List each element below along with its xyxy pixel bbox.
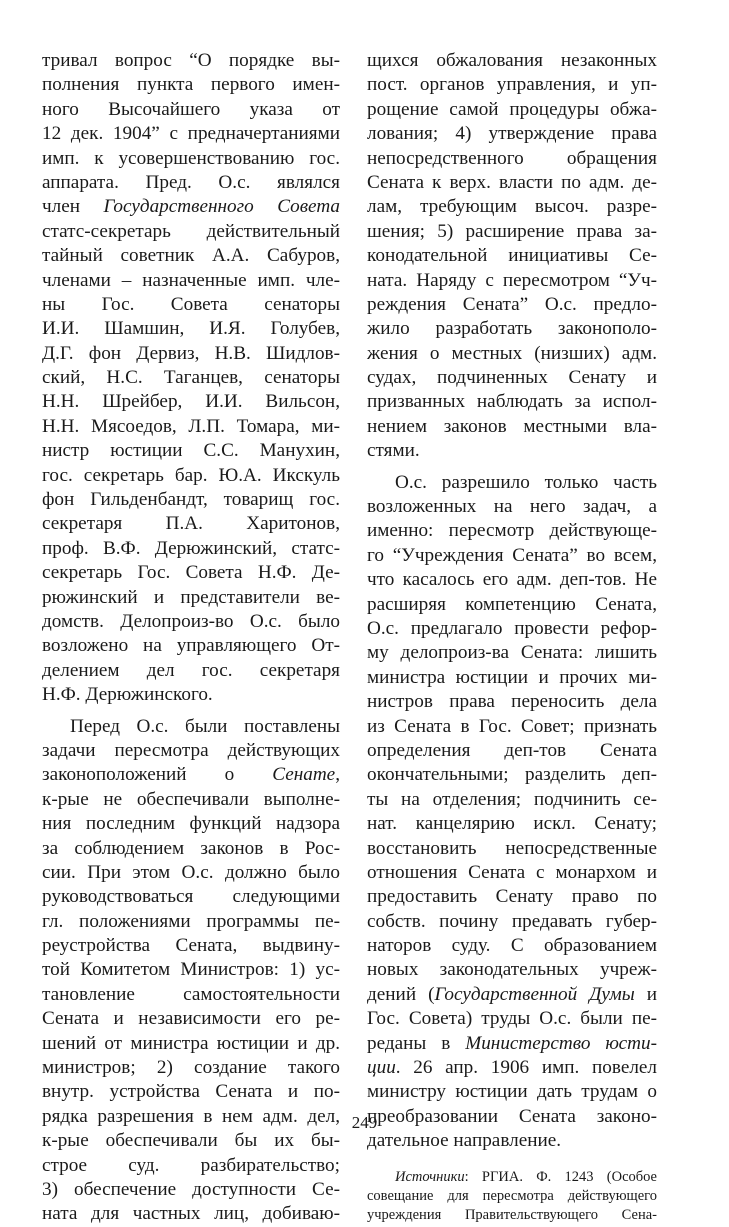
text-line: рядка разрешения в нем адм. дел, bbox=[42, 1105, 340, 1127]
text-line: нением законов местными вла- bbox=[367, 415, 657, 437]
text-line: нистр юстиции С.С. Манухин, bbox=[42, 440, 340, 462]
text-line: возложенных на него задач, а bbox=[367, 496, 657, 518]
text-line: реданы в Министерство юсти- bbox=[367, 1032, 657, 1054]
text-line: реждения Сената” О.с. предло- bbox=[367, 293, 657, 315]
text-line: ны Гос. Совета сенаторы bbox=[42, 293, 340, 315]
text-line: домств. Делопроиз-во О.с. было bbox=[42, 610, 340, 632]
text-line: тановление самостоятельности bbox=[42, 983, 340, 1005]
italic-term: Сенате bbox=[272, 764, 336, 786]
text-line: совещание для пересмотра действующего bbox=[367, 1187, 657, 1204]
italic-term: Государственного Совета bbox=[103, 196, 340, 218]
italic-term: Министерство юсти- bbox=[465, 1032, 657, 1054]
text-line: жения о местных (низших) адм. bbox=[367, 342, 657, 364]
text-line: отношения Сената с монархом и bbox=[367, 861, 657, 883]
text-line: конодательной инициативы Се- bbox=[367, 245, 657, 267]
text-line: министру юстиции дать трудам о bbox=[367, 1081, 657, 1103]
text-line: секретарь Гос. Совета Н.Ф. Де- bbox=[42, 562, 340, 584]
text-line: Перед О.с. были поставлены bbox=[70, 715, 340, 737]
text-line: руководствоваться следующими bbox=[42, 886, 340, 908]
text-line: наторов суду. С образованием bbox=[367, 935, 657, 957]
sources-note bbox=[367, 1168, 657, 1225]
text-line: 3) обеспечение доступности Се- bbox=[42, 1178, 340, 1200]
text-line: строе суд. разбирательство; bbox=[42, 1154, 340, 1176]
right-column bbox=[367, 49, 657, 1225]
text-line: му делопроиз-ва Сената: лишить bbox=[367, 642, 657, 664]
text-line: И.И. Шамшин, И.Я. Голубев, bbox=[42, 318, 340, 340]
text-line: дательное направление. bbox=[367, 1130, 562, 1152]
text-line: секретаря П.А. Харитонов, bbox=[42, 513, 340, 535]
text-line: пост. органов управления, и уп- bbox=[367, 74, 657, 96]
text-line: лам, требующим высоч. разре- bbox=[367, 196, 657, 218]
text-line: расширяя компетенцию Сената, bbox=[367, 593, 657, 615]
text-line: шений от министра юстиции и др. bbox=[42, 1032, 340, 1054]
text-line: что касалось его адм. деп-тов. Не bbox=[367, 569, 657, 591]
text-line: учреждения Правительствующего Сена- bbox=[367, 1206, 657, 1223]
text-line: статс-секретарь действительный bbox=[42, 220, 340, 242]
text-line: преобразовании Сената законо- bbox=[367, 1105, 657, 1127]
text-line: внутр. устройства Сената и по- bbox=[42, 1081, 340, 1103]
text-line: той Комитетом Министров: 1) ус- bbox=[42, 959, 340, 981]
text-line: 12 дек. 1904” с предначертаниями bbox=[42, 123, 340, 145]
text-line: ната. Наряду с пересмотром “Уч- bbox=[367, 269, 657, 291]
text-line: ната для частных лиц, добиваю- bbox=[42, 1203, 340, 1225]
text-line: Д.Г. фон Дервиз, Н.В. Шидлов- bbox=[42, 342, 340, 364]
text-line: законоположений о Сенате, bbox=[42, 764, 340, 786]
text-line: возложено на управляющего От- bbox=[42, 635, 340, 657]
text-line: нистров права переносить дела bbox=[367, 691, 657, 713]
text-line: восстановить непосредственные bbox=[367, 837, 657, 859]
text-line: тривал вопрос “О порядке вы- bbox=[42, 50, 340, 71]
text-line: ский, Н.С. Таганцев, сенаторы bbox=[42, 367, 340, 389]
text-line: именно: пересмотр действующе- bbox=[367, 520, 657, 542]
text-line: делением дел гос. секретаря bbox=[42, 659, 340, 681]
text-line: ции. 26 апр. 1906 имп. повелел bbox=[367, 1057, 657, 1079]
italic-term: ции bbox=[367, 1057, 396, 1079]
text-line: дений (Государственной Думы и bbox=[367, 983, 657, 1005]
paragraph-gap bbox=[42, 708, 340, 715]
text-line: призванных наблюдать за испол- bbox=[367, 391, 657, 413]
text-line: ния последним функций надзора bbox=[42, 813, 340, 835]
text-line: к-рые обеспечивали бы их бы- bbox=[42, 1130, 340, 1152]
text-line: министров; 2) создание такого bbox=[42, 1057, 340, 1079]
text-line: рюжинский и представители ве- bbox=[42, 586, 340, 608]
text-line: ного Высочайшего указа от bbox=[42, 98, 340, 120]
text-line: жило разработать законополо- bbox=[367, 318, 657, 340]
italic-term: Государственной Думы bbox=[434, 983, 635, 1005]
text-line: шения; 5) расширение права за- bbox=[367, 220, 657, 242]
text-line: Н.Н. Мясоедов, Л.П. Томара, ми- bbox=[42, 415, 340, 437]
text-line: гос. секретарь бар. Ю.А. Икскуль bbox=[42, 464, 340, 486]
text-line: аппарата. Пред. О.с. являлся bbox=[42, 171, 340, 193]
text-line: предоставить Сенату право по bbox=[367, 886, 657, 908]
text-line: О.с. предлагало провести рефор- bbox=[367, 617, 657, 639]
text-line: гл. положениями программы пе- bbox=[42, 910, 340, 932]
text-line: Н.Ф. Дерюжинского. bbox=[42, 684, 213, 706]
sources-spacer bbox=[367, 1154, 657, 1168]
text-line: непосредственного обращения bbox=[367, 147, 657, 169]
text-line: стями. bbox=[367, 440, 420, 462]
text-line: О.с. разрешило только часть bbox=[395, 471, 657, 493]
text-line: Сената и независимости его ре- bbox=[42, 1008, 340, 1030]
italic-term: Источники bbox=[395, 1168, 465, 1185]
text-line: рощение самой процедуры обжа- bbox=[367, 98, 657, 120]
page-number: 249 bbox=[351, 1113, 378, 1132]
text-line: министра юстиции и прочих ми- bbox=[367, 666, 657, 688]
text-line: проф. В.Ф. Дерюжинский, статс- bbox=[42, 537, 340, 559]
text-line: щихся обжалования незаконных bbox=[367, 50, 657, 71]
text-line: Н.Н. Шрейбер, И.И. Вильсон, bbox=[42, 391, 340, 413]
text-line: новых законодательных учреж- bbox=[367, 959, 657, 981]
text-line: окончательными; разделить деп- bbox=[367, 764, 657, 786]
text-line: Источники: РГИА. Ф. 1243 (Особое bbox=[395, 1168, 657, 1185]
text-line: членами – назначенные имп. чле- bbox=[42, 269, 340, 291]
text-line: собств. почину предавать губер- bbox=[367, 910, 657, 932]
paragraph-gap bbox=[367, 464, 657, 471]
text-line: определения деп-тов Сената bbox=[367, 739, 657, 761]
text-line: Сената к верх. власти по адм. де- bbox=[367, 171, 657, 193]
left-column bbox=[42, 49, 340, 1227]
text-line: лования; 4) утверждение права bbox=[367, 123, 657, 145]
text-line: задачи пересмотра действующих bbox=[42, 739, 340, 761]
text-line: нат. канцелярию искл. Сенату; bbox=[367, 813, 657, 835]
text-line: член Государственного Совета bbox=[42, 196, 340, 218]
text-line: фон Гильденбандт, товарищ гос. bbox=[42, 489, 340, 511]
text-line: Гос. Совета) труды О.с. были пе- bbox=[367, 1008, 657, 1030]
text-line: реустройства Сената, выдвину- bbox=[42, 935, 340, 957]
text-line: к-рые не обеспечивали выполне- bbox=[42, 788, 340, 810]
text-line: судах, подчиненных Сенату и bbox=[367, 367, 657, 389]
text-line: ты на отделения; подчинить се- bbox=[367, 788, 657, 810]
text-line: имп. к усовершенствованию гос. bbox=[42, 147, 340, 169]
text-line: из Сената в Гос. Совет; признать bbox=[367, 715, 657, 737]
text-line: го “Учреждения Сената” во всем, bbox=[367, 544, 657, 566]
text-line: полнения пункта первого имен- bbox=[42, 74, 340, 96]
text-line: за соблюдением законов в Рос- bbox=[42, 837, 340, 859]
text-line: тайный советник А.А. Сабуров, bbox=[42, 245, 340, 267]
text-line: сии. При этом О.с. должно было bbox=[42, 861, 340, 883]
